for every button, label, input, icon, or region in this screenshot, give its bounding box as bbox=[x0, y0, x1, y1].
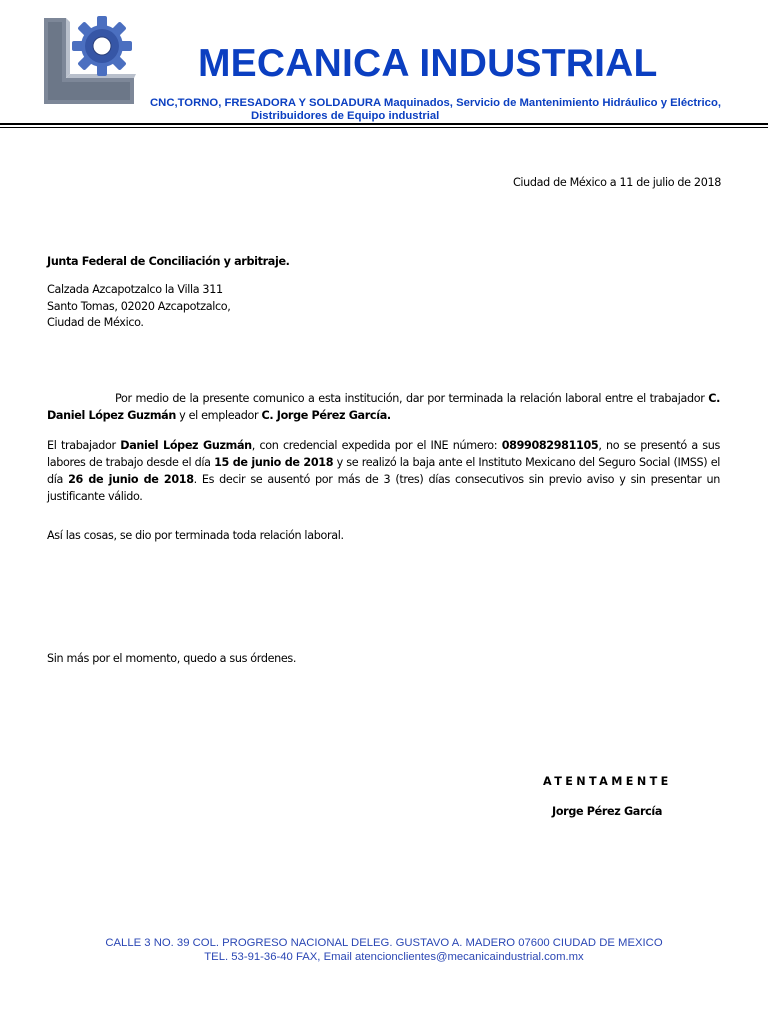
worker-name: Daniel López Guzmán bbox=[120, 439, 252, 452]
atentamente: ATENTAMENTE bbox=[543, 775, 672, 788]
address-line: Ciudad de México. bbox=[47, 316, 144, 329]
footer-address: CALLE 3 NO. 39 COL. PROGRESO NACIONAL DELEG. GUSTAVO A. MADERO 07600 CIUDAD DE MEXICO bbox=[105, 937, 663, 949]
address-line: Santo Tomas, 02020 Azcapotzalco, bbox=[47, 299, 231, 313]
letter-date: Ciudad de México a 11 de julio de 2018 bbox=[512, 176, 721, 189]
text-run: El trabajador bbox=[47, 439, 121, 452]
paragraph-conclusion: Así las cosas, se dio por terminada toda relación laboral. bbox=[47, 529, 344, 542]
closing-line: Sin más por el momento, quedo a sus órdenes. bbox=[47, 652, 297, 665]
tagline-line-1: CNC,TORNO, FRESADORA Y SOLDADURA Maquinados, Servicio de Mantenimiento Hidráulico y Eléctrico, bbox=[150, 97, 721, 109]
absence-date: 15 de junio de 2018 bbox=[214, 456, 334, 469]
signer-name: Jorge Pérez García bbox=[552, 805, 663, 818]
ine-number: 0899082981105 bbox=[501, 439, 599, 452]
company-name: MECANICA INDUSTRIAL bbox=[198, 42, 658, 85]
address-block bbox=[47, 282, 231, 332]
company-tagline bbox=[150, 97, 750, 123]
text-run: , no se presentó a sus labores de trabajo desde el día bbox=[47, 439, 721, 469]
header-divider-thin bbox=[0, 127, 768, 128]
header-divider-thick bbox=[0, 123, 768, 125]
tagline-line-2: Distribuidores de Equipo industrial bbox=[251, 110, 440, 122]
addressee: Junta Federal de Conciliación y arbitraje. bbox=[47, 255, 290, 268]
address-line: Calzada Azcapotzalco la Villa 311 bbox=[47, 283, 223, 296]
paragraph-details bbox=[47, 437, 720, 505]
footer-contact: TEL. 53-91-36-40 FAX, Email atencionclientes@mecanicaindustrial.com.mx bbox=[204, 951, 584, 963]
text-run: , con credencial expedida por el INE número: bbox=[251, 439, 502, 452]
employer-name: C. Jorge Pérez García. bbox=[261, 409, 391, 422]
imss-date: 26 de junio de 2018 bbox=[68, 473, 194, 486]
paragraph-termination bbox=[47, 390, 720, 424]
text-run: y el empleador bbox=[175, 409, 262, 422]
gear-logo-icon bbox=[40, 14, 140, 106]
worker-name: C. Daniel López Guzmán bbox=[47, 392, 720, 422]
text-run: Por medio de la presente comunico a esta institución, dar por terminada la relación laboral entre el trabajador bbox=[115, 392, 709, 405]
text-run: y se realizó la baja ante el Instituto Mexicano del Seguro Social (IMSS) el día bbox=[47, 456, 720, 486]
text-run: . Es decir se ausentó por más de 3 (tres) días consecutivos sin previo aviso y sin presentar un justificante válido. bbox=[47, 473, 720, 503]
